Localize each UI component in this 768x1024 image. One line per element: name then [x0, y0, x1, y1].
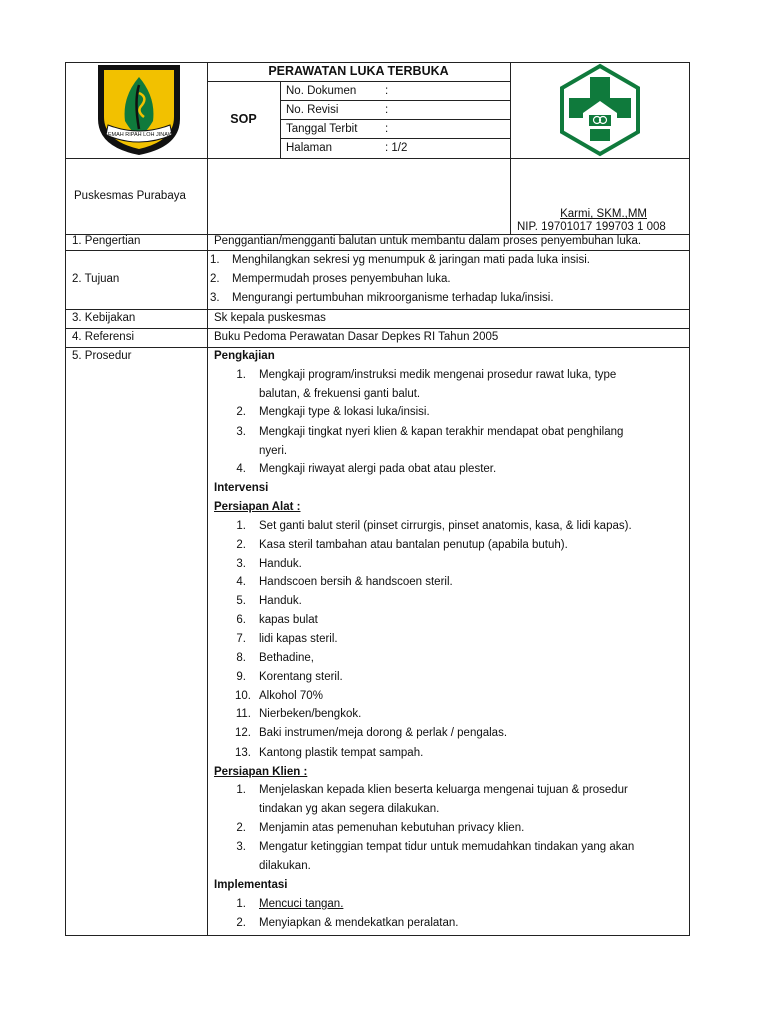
section-label-prosedur: 5. Prosedur [72, 350, 132, 362]
section-label-referensi: 4. Referensi [72, 331, 135, 343]
institution-name: Puskesmas Purabaya [74, 190, 186, 202]
implementasi-heading: Implementasi [214, 879, 288, 891]
intervensi-heading: Intervensi [214, 482, 269, 494]
section-label-kebijakan: 3. Kebijakan [72, 312, 136, 324]
puskesmas-logo [553, 63, 647, 157]
signer-nip: NIP. 19701017 199703 1 008 [517, 221, 666, 233]
signer-name: Karmi, SKM.,MM [560, 208, 647, 220]
regional-emblem-logo [92, 63, 186, 157]
sop-label: SOP [230, 112, 257, 126]
persiapan-alat-heading: Persiapan Alat : [214, 501, 301, 513]
section-label-tujuan: 2. Tujuan [72, 273, 120, 285]
kebijakan-text: Sk kepala puskesmas [214, 312, 326, 324]
pengkajian-heading: Pengkajian [214, 350, 275, 362]
referensi-text: Buku Pedoma Perawatan Dasar Depkes RI Tahun 2005 [214, 331, 499, 343]
persiapan-klien-heading: Persiapan Klien : [214, 766, 308, 778]
logo-banner-text: GEMAH RIPAH LOH JINAWI [103, 132, 175, 138]
document-title: PERAWATAN LUKA TERBUKA [268, 64, 449, 78]
pengertian-text: Penggantian/mengganti balutan untuk membantu dalam proses penyembuhan luka. [214, 235, 642, 247]
section-label-pengertian: 1. Pengertian [72, 235, 141, 247]
